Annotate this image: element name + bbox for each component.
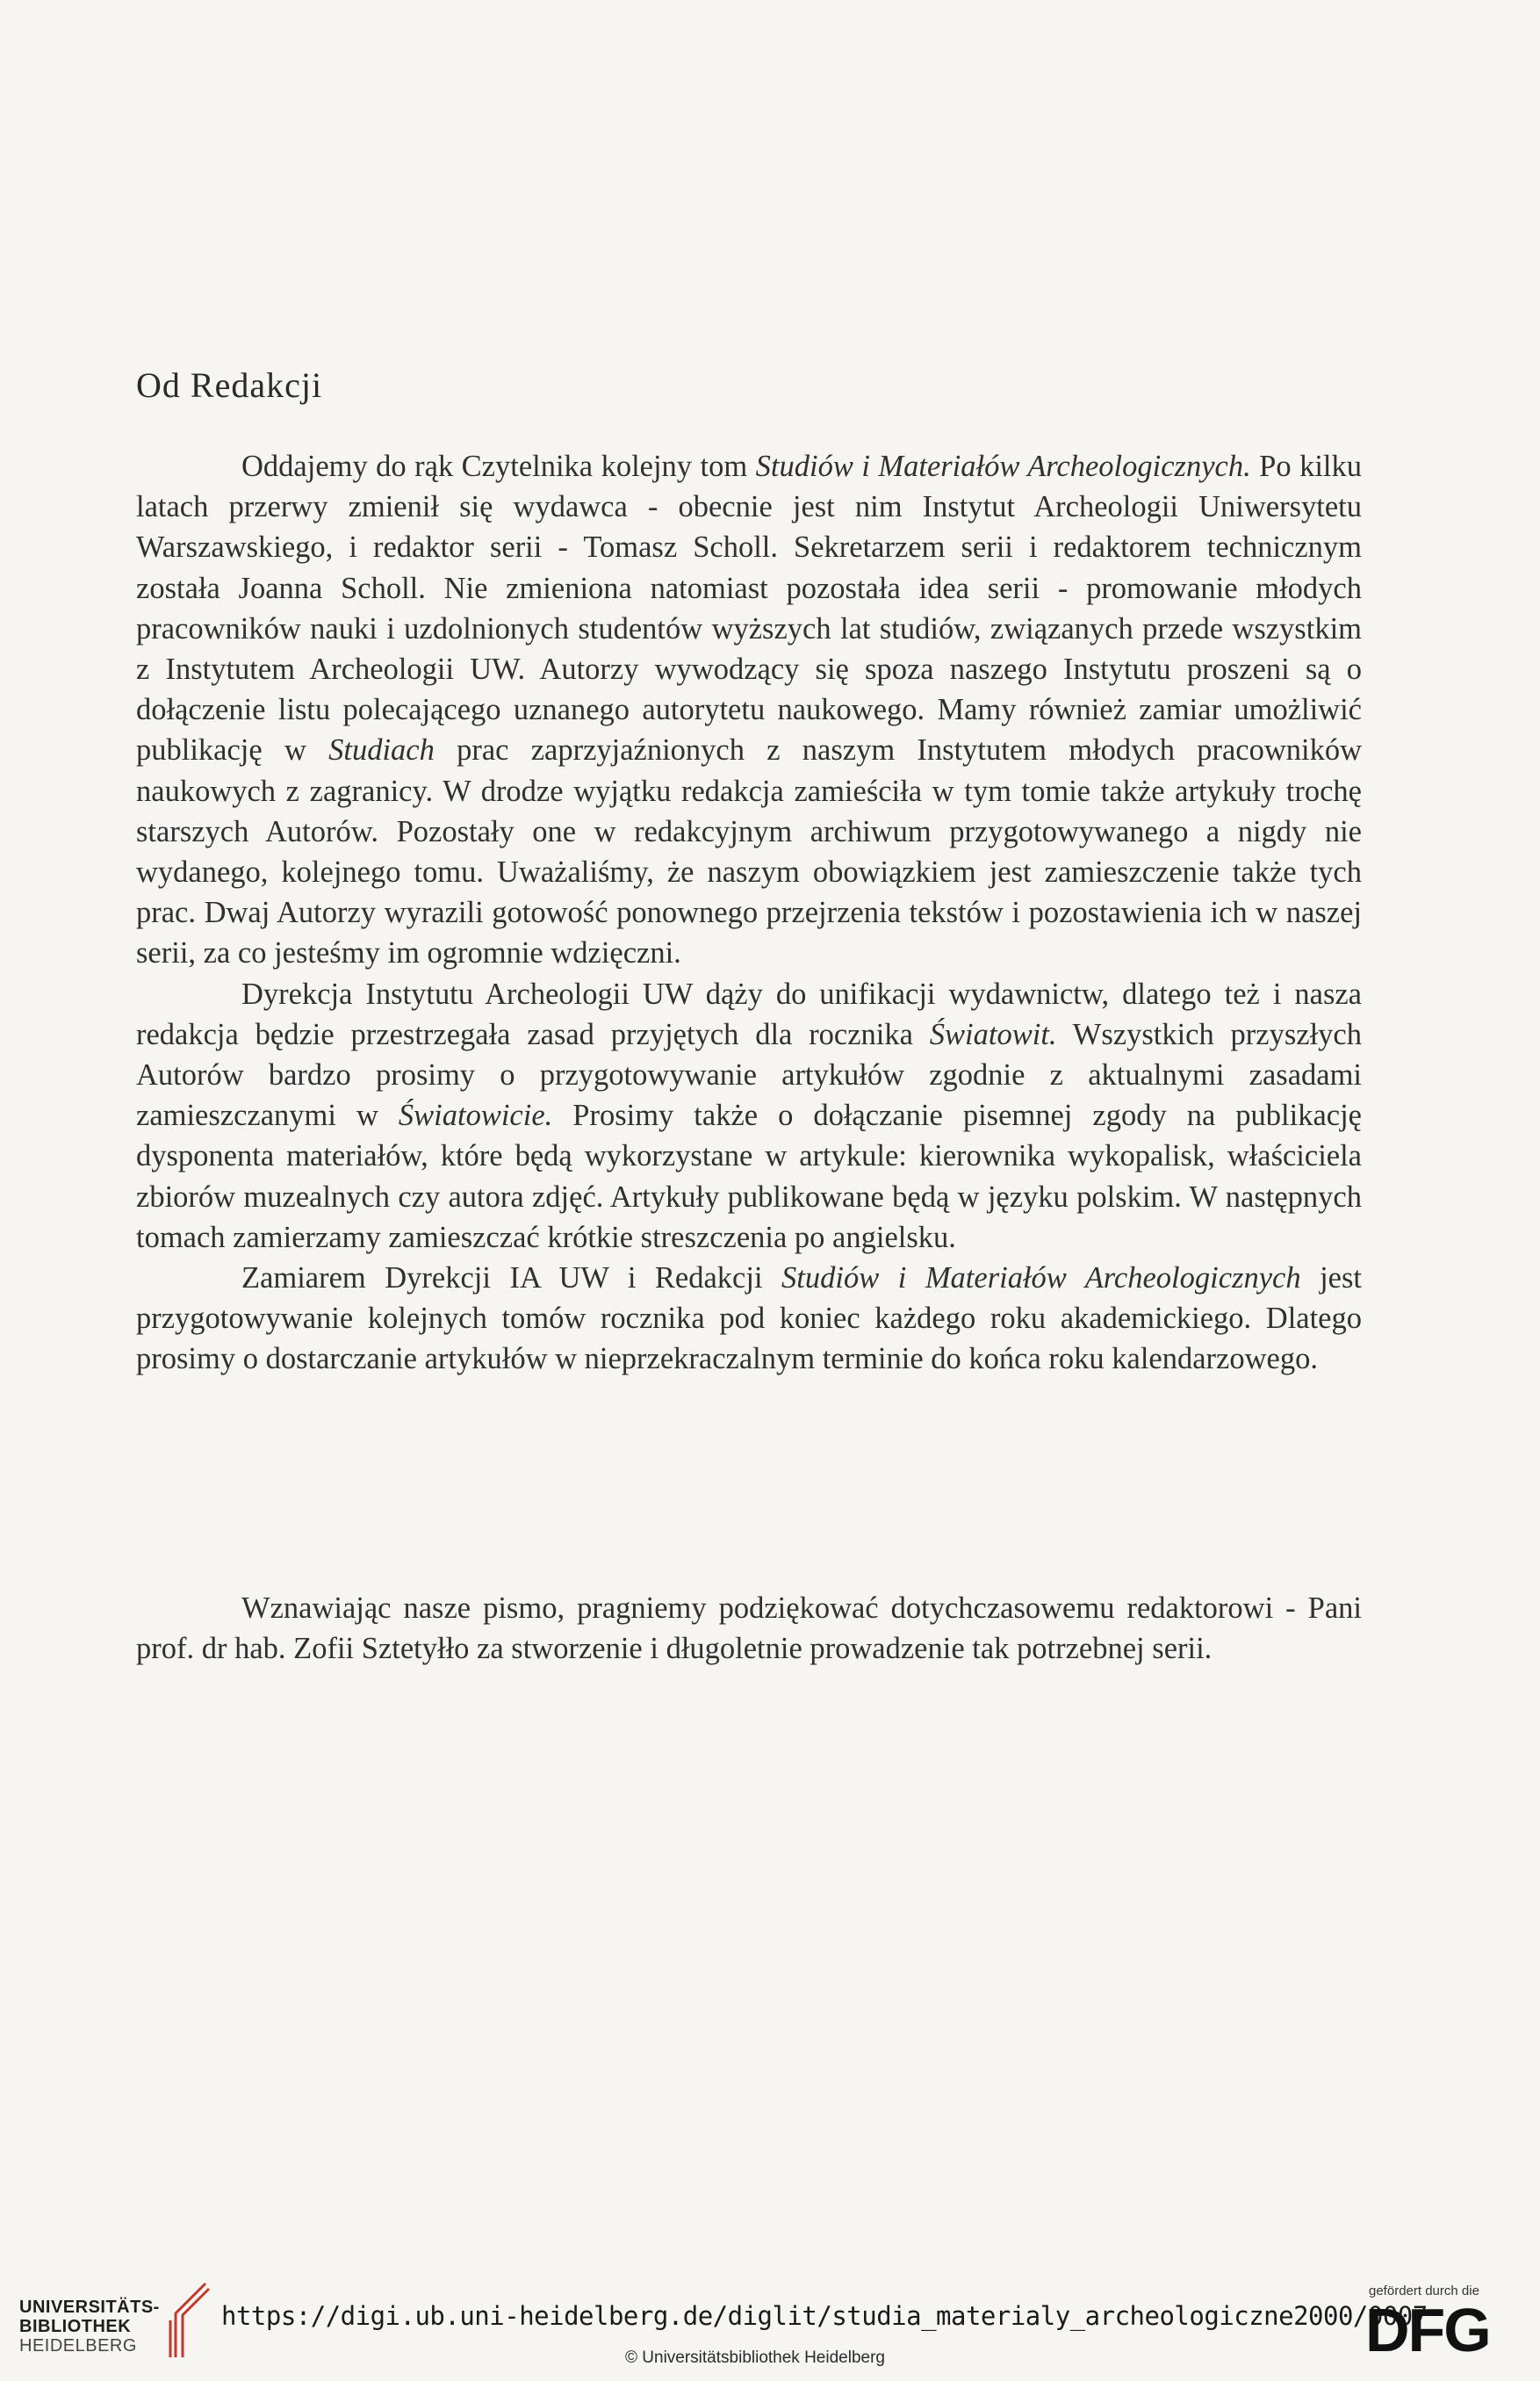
paragraph <box>136 1588 1362 1669</box>
paragraph <box>136 974 1362 1258</box>
italic-title-run: Studiach <box>328 733 435 768</box>
text-run: jest przygotowywanie kolejnych tomów rocznika pod koniec każdego roku akademickiego. Dlatego prosimy o dostarczanie artykułów w nieprzekraczalnym terminie do końca roku kalendarzowego. <box>136 1261 1362 1376</box>
text-run: Oddajemy do rąk Czytelnika kolejny tom <box>241 450 756 483</box>
text-run: Po kilku latach przerwy zmienił się wydawca - obecnie jest nim Instytut Archeologii Uniwersytetu Warszawskiego, i redaktor serii - Tomasz Scholl. Sekretarzem serii i redaktorem technicznym została Joanna Scholl. Nie zmieniona natomiast pozostała idea serii - promowanie młodych pracowników nauki i uzdolnionych studentów wyższych lat studiów, związanych przede wszystkim z Instytutem Archeologii UW. Autorzy wywodzący się spoza naszego Instytutu proszeni są o dołączenie listu polecającego uznanego autorytetu naukowego. Mamy również zamiar umożliwić publikację w <box>136 450 1363 768</box>
library-name-line3: HEIDELBERG <box>19 2336 137 2356</box>
text-run: Wznawiając nasze pismo, pragniemy podziękować dotychczasowemu redaktorowi - Pani prof. dr hab. Zofii Sztetyłło za stworzenie i długoletnie prowadzenie tak potrzebnej serii. <box>136 1591 1362 1666</box>
page-footer <box>0 2266 1540 2381</box>
library-name-line2: BIBLIOTHEK <box>19 2317 132 2336</box>
library-emblem-icon <box>167 2280 211 2361</box>
funding-caption: gefördert durch die <box>1369 2284 1479 2298</box>
italic-title-run: Światowit. <box>929 1017 1057 1051</box>
library-name-line1: UNIVERSITÄTS- <box>19 2298 160 2317</box>
library-logo[interactable] <box>19 2298 160 2356</box>
copyright-notice: © Universitätsbibliothek Heidelberg <box>625 2349 885 2367</box>
editorial-text-main <box>136 446 1362 1380</box>
italic-title-run: Studiów i Materiałów Archeologicznych. <box>755 450 1251 483</box>
paragraph <box>136 1258 1362 1380</box>
text-run: Wszystkich przyszłych Autorów bardzo prosimy o przygotowywanie artykułów zgodnie z aktualnymi zasadami zamieszczanymi w <box>136 1017 1362 1133</box>
text-run: Zamiarem Dyrekcji IA UW i Redakcji <box>241 1261 782 1295</box>
page-title: Od Redakcji <box>136 365 323 405</box>
text-run: Dyrekcja Instytutu Archeologii UW dąży do unifikacji wydawnictw, dlatego też i nasza redakcja będzie przestrzegała zasad przyjętych dla rocznika <box>136 977 1362 1051</box>
italic-title-run: Światowicie. <box>398 1099 553 1133</box>
document-url-link[interactable]: https://digi.ub.uni-heidelberg.de/diglit/studia_materialy_archeologiczne2000/0007 <box>221 2301 1428 2331</box>
italic-title-run: Studiów i Materiałów Archeologicznych <box>781 1261 1301 1295</box>
editorial-text-closing <box>136 1588 1362 1669</box>
paragraph <box>136 446 1362 974</box>
dfg-logo: DFG <box>1365 2296 1490 2364</box>
text-run: Prosimy także o dołączanie pisemnej zgody na publikację dysponenta materiałów, które będą wykorzystane w artykule: kierownika wykopalisk, właściciela zbiorów muzealnych czy autora zdjęć. Artykuły publikowane będą w języku polskim. W następnych tomach zamierzamy zamieszczać krótkie streszczenia po angielsku. <box>136 1099 1362 1254</box>
funding-badge[interactable] <box>1365 2284 1523 2362</box>
text-run: prac zaprzyjaźnionych z naszym Instytutem młodych pracowników naukowych z zagranicy. W drodze wyjątku redakcja zamieściła w tym tomie także artykuły trochę starszych Autorów. Pozostały one w redakcyjnym archiwum przygotowywanego a nigdy nie wydanego, kolejnego tomu. Uważaliśmy, że naszym obowiązkiem jest zamieszczenie także tych prac. Dwaj Autorzy wyrazili gotowość ponownego przejrzenia tekstów i pozostawienia ich w naszej serii, za co jesteśmy im ogromnie wdzięczni. <box>136 733 1362 970</box>
